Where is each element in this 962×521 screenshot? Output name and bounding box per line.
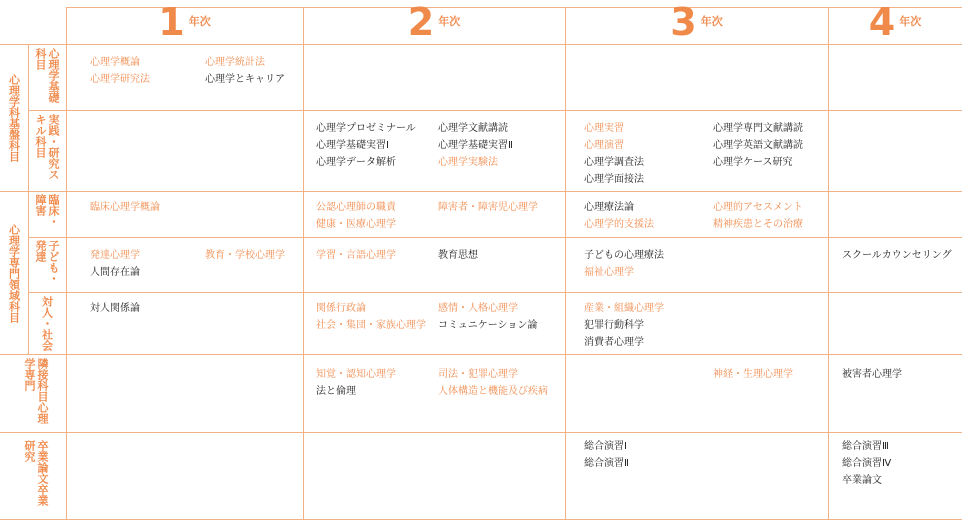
subcategory-jissen: 実践・研究スキル科目	[34, 114, 60, 180]
course-sotsugyou_y3-0: 総合演習Ⅰ	[584, 441, 627, 452]
course-sotsugyou_y4-2: 卒業論文	[842, 475, 882, 486]
course-jissen_y3-2: 心理演習	[584, 140, 624, 151]
course-rinsho_y3-2: 心理学的支援法	[584, 219, 654, 230]
course-jissen_y2-4: 心理学データ解析	[316, 157, 396, 168]
subcategory-rinsho: 臨床・障害	[34, 194, 60, 227]
grid-line	[28, 44, 29, 354]
course-taijin_y3-0: 産業・組織心理学	[584, 303, 664, 314]
course-jissen_y3-4: 心理学調査法	[584, 157, 644, 168]
grid-line	[0, 354, 962, 355]
year-header-1	[66, 0, 303, 44]
year-label: 年次	[438, 15, 461, 28]
year-number: 4	[868, 0, 896, 44]
grid-line	[0, 191, 962, 192]
grid-line	[28, 237, 962, 238]
course-jissen_y3-3: 心理学英語文献講読	[713, 140, 803, 151]
grid-line	[0, 519, 962, 520]
category-kiban: 心理学科基盤科目	[7, 74, 21, 162]
course-kiso_y1-3: 心理学とキャリア	[205, 74, 285, 85]
year-header-2	[303, 0, 565, 44]
course-rinsho_y1-0: 臨床心理学概論	[90, 202, 160, 213]
year-number: 3	[670, 0, 697, 44]
year-label: 年次	[899, 15, 922, 28]
course-sotsugyou_y3-1: 総合演習Ⅱ	[584, 458, 629, 469]
course-rinsetsu_y2-2: 法と倫理	[316, 386, 356, 397]
course-jissen_y2-5: 心理学実験法	[438, 157, 498, 168]
course-jissen_y3-1: 心理学専門文献講読	[713, 123, 803, 134]
course-hattatsu_y1-1: 教育・学校心理学	[205, 250, 285, 261]
course-hattatsu_y3-0: 子どもの心理療法	[584, 250, 664, 261]
course-hattatsu_y3-1: 福祉心理学	[584, 267, 634, 278]
course-taijin_y3-1: 犯罪行動科学	[584, 320, 644, 331]
course-rinsetsu_y3-0: 神経・生理心理学	[713, 369, 793, 380]
course-taijin_y2-3: コミュニケーション論	[438, 320, 538, 331]
grid-line	[66, 7, 67, 520]
course-taijin_y1-0: 対人関係論	[90, 303, 140, 314]
course-rinsetsu_y4-0: 被害者心理学	[842, 369, 902, 380]
category-rinsetsu: 隣接科目心理学専門	[23, 358, 49, 424]
grid-line	[565, 7, 566, 520]
category-senmon-label: 心理学専門領域科目	[7, 223, 21, 323]
course-taijin_y2-1: 感情・人格心理学	[438, 303, 518, 314]
course-rinsho_y3-1: 心理的アセスメント	[713, 202, 803, 213]
year-header-4	[828, 0, 962, 44]
year-header-3	[565, 0, 828, 44]
subcategory-taijin: 対人・社会	[40, 296, 54, 351]
grid-line	[28, 110, 962, 111]
course-jissen_y3-0: 心理実習	[584, 123, 624, 134]
course-rinsho_y2-2: 健康・医療心理学	[316, 219, 396, 230]
year-label: 年次	[188, 15, 211, 28]
category-senmon	[2, 195, 26, 351]
year-label: 年次	[700, 15, 723, 28]
course-rinsetsu_y2-3: 人体構造と機能及び疾病	[438, 386, 548, 397]
course-jissen_y2-1: 心理学文献講読	[438, 123, 508, 134]
course-sotsugyou_y4-0: 総合演習Ⅲ	[842, 441, 889, 452]
course-kiso_y1-0: 心理学概論	[90, 57, 140, 68]
course-jissen_y3-6: 心理学面接法	[584, 174, 644, 185]
course-rinsho_y3-0: 心理療法論	[584, 202, 634, 213]
subcategory-hattatsu: 子ども・発達	[34, 240, 60, 284]
grid-line	[303, 7, 304, 520]
course-rinsetsu_y2-0: 知覚・認知心理学	[316, 369, 396, 380]
course-hattatsu_y2-1: 教育思想	[438, 250, 478, 261]
subcategory-kiso: 心理学基礎科目	[34, 48, 60, 103]
grid-line	[0, 44, 962, 45]
category-sotsugyou: 卒業論文卒業研究	[23, 440, 49, 506]
course-hattatsu_y1-0: 発達心理学	[90, 250, 140, 261]
course-kiso_y1-1: 心理学統計法	[205, 57, 265, 68]
course-taijin_y2-0: 関係行政論	[316, 303, 366, 314]
course-rinsho_y2-0: 公認心理師の職責	[316, 202, 396, 213]
course-hattatsu_y2-0: 学習・言語心理学	[316, 250, 396, 261]
grid-line	[0, 432, 962, 433]
year-number: 1	[158, 0, 185, 44]
grid-line	[28, 292, 962, 293]
course-jissen_y2-3: 心理学基礎実習Ⅱ	[438, 140, 513, 151]
course-taijin_y3-2: 消費者心理学	[584, 337, 644, 348]
course-rinsetsu_y2-1: 司法・犯罪心理学	[438, 369, 518, 380]
course-jissen_y2-2: 心理学基礎実習Ⅰ	[316, 140, 389, 151]
course-jissen_y3-5: 心理学ケース研究	[713, 157, 793, 168]
course-kiso_y1-2: 心理学研究法	[90, 74, 150, 85]
course-sotsugyou_y4-1: 総合演習Ⅳ	[842, 458, 892, 469]
year-number: 2	[407, 0, 435, 44]
grid-line	[828, 7, 829, 520]
course-taijin_y2-2: 社会・集団・家族心理学	[316, 320, 426, 331]
course-rinsho_y3-3: 精神疾患とその治療	[713, 219, 803, 230]
course-rinsho_y2-1: 障害者・障害児心理学	[438, 202, 538, 213]
course-hattatsu_y4-0: スクールカウンセリング	[842, 250, 952, 261]
course-jissen_y2-0: 心理学プロゼミナール	[316, 123, 416, 134]
course-hattatsu_y1-2: 人間存在論	[90, 267, 140, 278]
